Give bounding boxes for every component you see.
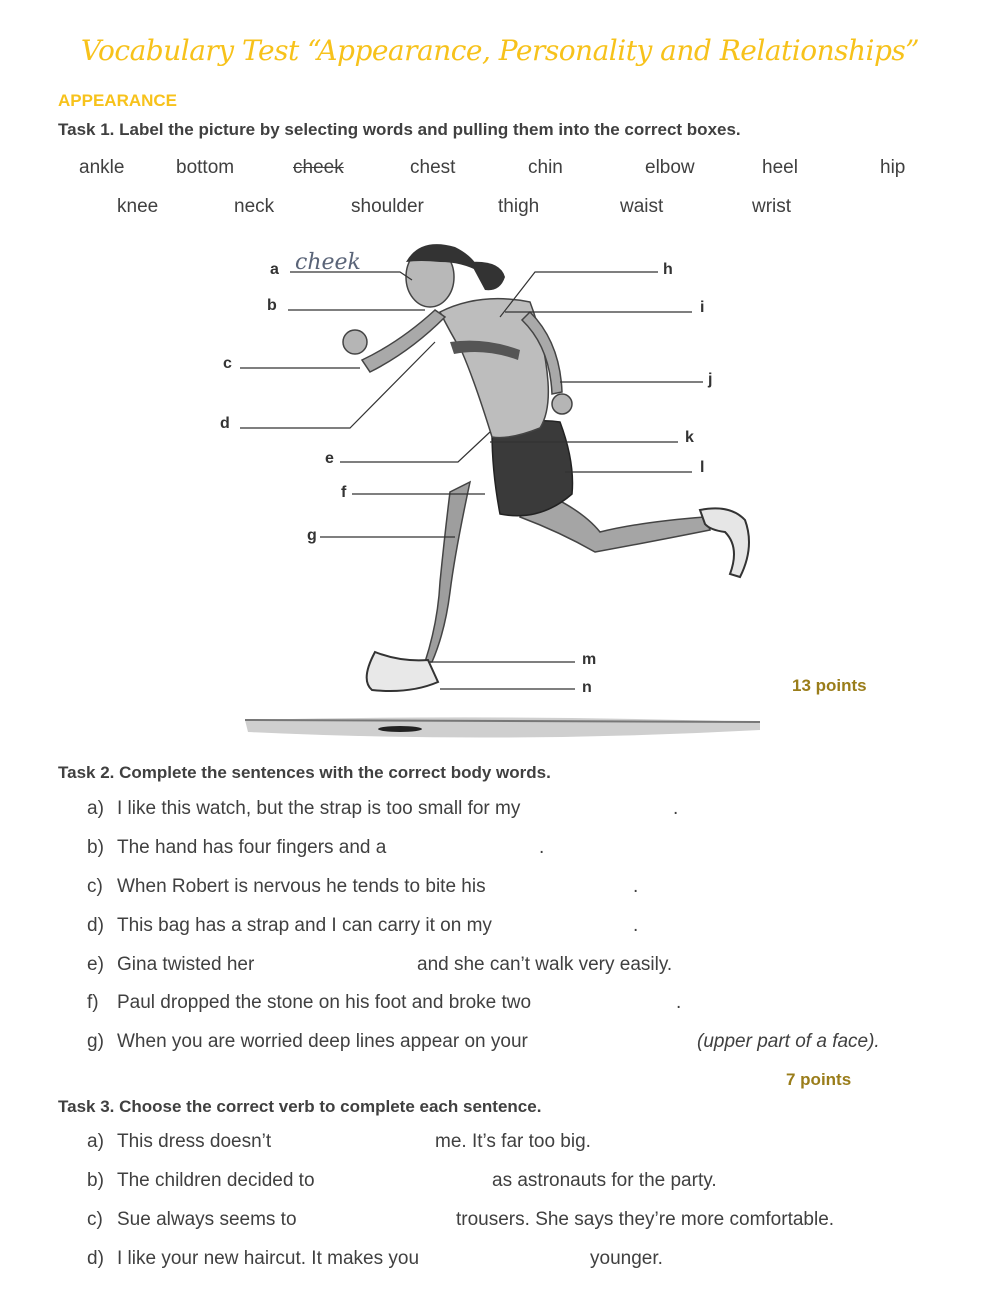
task3-item-b: b) The children decided to (87, 1170, 315, 1191)
shadow-mark (378, 726, 422, 732)
word-ankle[interactable]: ankle (79, 157, 125, 178)
task2-points: 7 points (786, 1070, 852, 1089)
label-c: c (223, 355, 232, 372)
label-i: i (700, 299, 705, 316)
word-shoulder[interactable]: shoulder (351, 196, 424, 217)
task2-item-d-end: . (633, 915, 639, 936)
task3-item-a: a) This dress doesn’t (87, 1131, 272, 1152)
task2-item-e: e) Gina twisted her (87, 954, 255, 975)
answer-a-handwritten: cheek (295, 250, 361, 275)
task2-item-d: d) This bag has a strap and I can carry it on my (87, 915, 492, 936)
word-elbow[interactable]: elbow (645, 157, 695, 178)
task3-item-d: d) I like your new haircut. It makes you (87, 1248, 420, 1269)
task3-item-b-end: as astronauts for the party. (492, 1170, 717, 1191)
task2-item-g-end: (upper part of a face). (697, 1031, 880, 1052)
task2-item-f: f) Paul dropped the stone on his foot and broke two (87, 992, 532, 1013)
task3-item-a-end: me. It’s far too big. (435, 1131, 591, 1152)
task3-item-c: c) Sue always seems to (87, 1209, 297, 1230)
label-d: d (220, 415, 230, 432)
label-b: b (267, 297, 277, 314)
word-bottom[interactable]: bottom (176, 157, 235, 178)
task2-item-c: c) When Robert is nervous he tends to bite his (87, 876, 486, 897)
word-wrist[interactable]: wrist (752, 196, 792, 217)
task2-item-b: b) The hand has four fingers and a (87, 837, 387, 858)
front-fist (343, 330, 367, 354)
word-waist[interactable]: waist (620, 196, 664, 217)
label-n: n (582, 679, 592, 696)
task2-item-g: g) When you are worried deep lines appear on your (87, 1031, 528, 1052)
task3-heading: Task 3. Choose the correct verb to complete each sentence. (58, 1097, 542, 1116)
task1-points: 13 points (792, 676, 867, 695)
back-fist (552, 394, 572, 414)
word-heel[interactable]: heel (762, 157, 798, 178)
label-h: h (663, 261, 673, 278)
front-arm (362, 310, 445, 372)
ponytail (470, 262, 505, 290)
task2-item-f-end: . (676, 992, 682, 1013)
word-chest[interactable]: chest (410, 157, 456, 178)
task2-item-a-end: . (673, 798, 679, 819)
word-cheek[interactable]: cheek (293, 157, 344, 178)
label-g: g (307, 527, 317, 544)
section-heading: APPEARANCE (58, 91, 178, 110)
runner-illustration (200, 232, 770, 752)
back-leg (425, 482, 470, 662)
back-shoe (700, 508, 749, 577)
word-chin[interactable]: chin (528, 157, 563, 178)
task3-item-d-end: younger. (590, 1248, 663, 1269)
label-f: f (341, 484, 347, 501)
word-neck[interactable]: neck (234, 196, 275, 217)
task3-item-c-end: trousers. She says they’re more comfortable. (456, 1209, 835, 1230)
label-j: j (708, 371, 713, 388)
word-knee[interactable]: knee (117, 196, 159, 217)
task2-item-a: a) I like this watch, but the strap is too small for my (87, 798, 521, 819)
label-a: a (270, 261, 279, 278)
task2-item-e-end: and she can’t walk very easily. (417, 954, 673, 975)
task1-heading: Task 1. Label the picture by selecting words and pulling them into the correct boxes. (58, 120, 741, 139)
task2-item-c-end: . (633, 876, 639, 897)
word-hip[interactable]: hip (880, 157, 906, 178)
page-title: Vocabulary Test “Appearance, Personality and Relationships” (80, 34, 920, 67)
task2-heading: Task 2. Complete the sentences with the correct body words. (58, 763, 551, 782)
label-e: e (325, 450, 334, 467)
word-thigh[interactable]: thigh (498, 196, 540, 217)
task2-item-b-end: . (539, 837, 545, 858)
label-m: m (582, 651, 597, 668)
label-k: k (685, 429, 694, 446)
label-l: l (700, 459, 705, 476)
